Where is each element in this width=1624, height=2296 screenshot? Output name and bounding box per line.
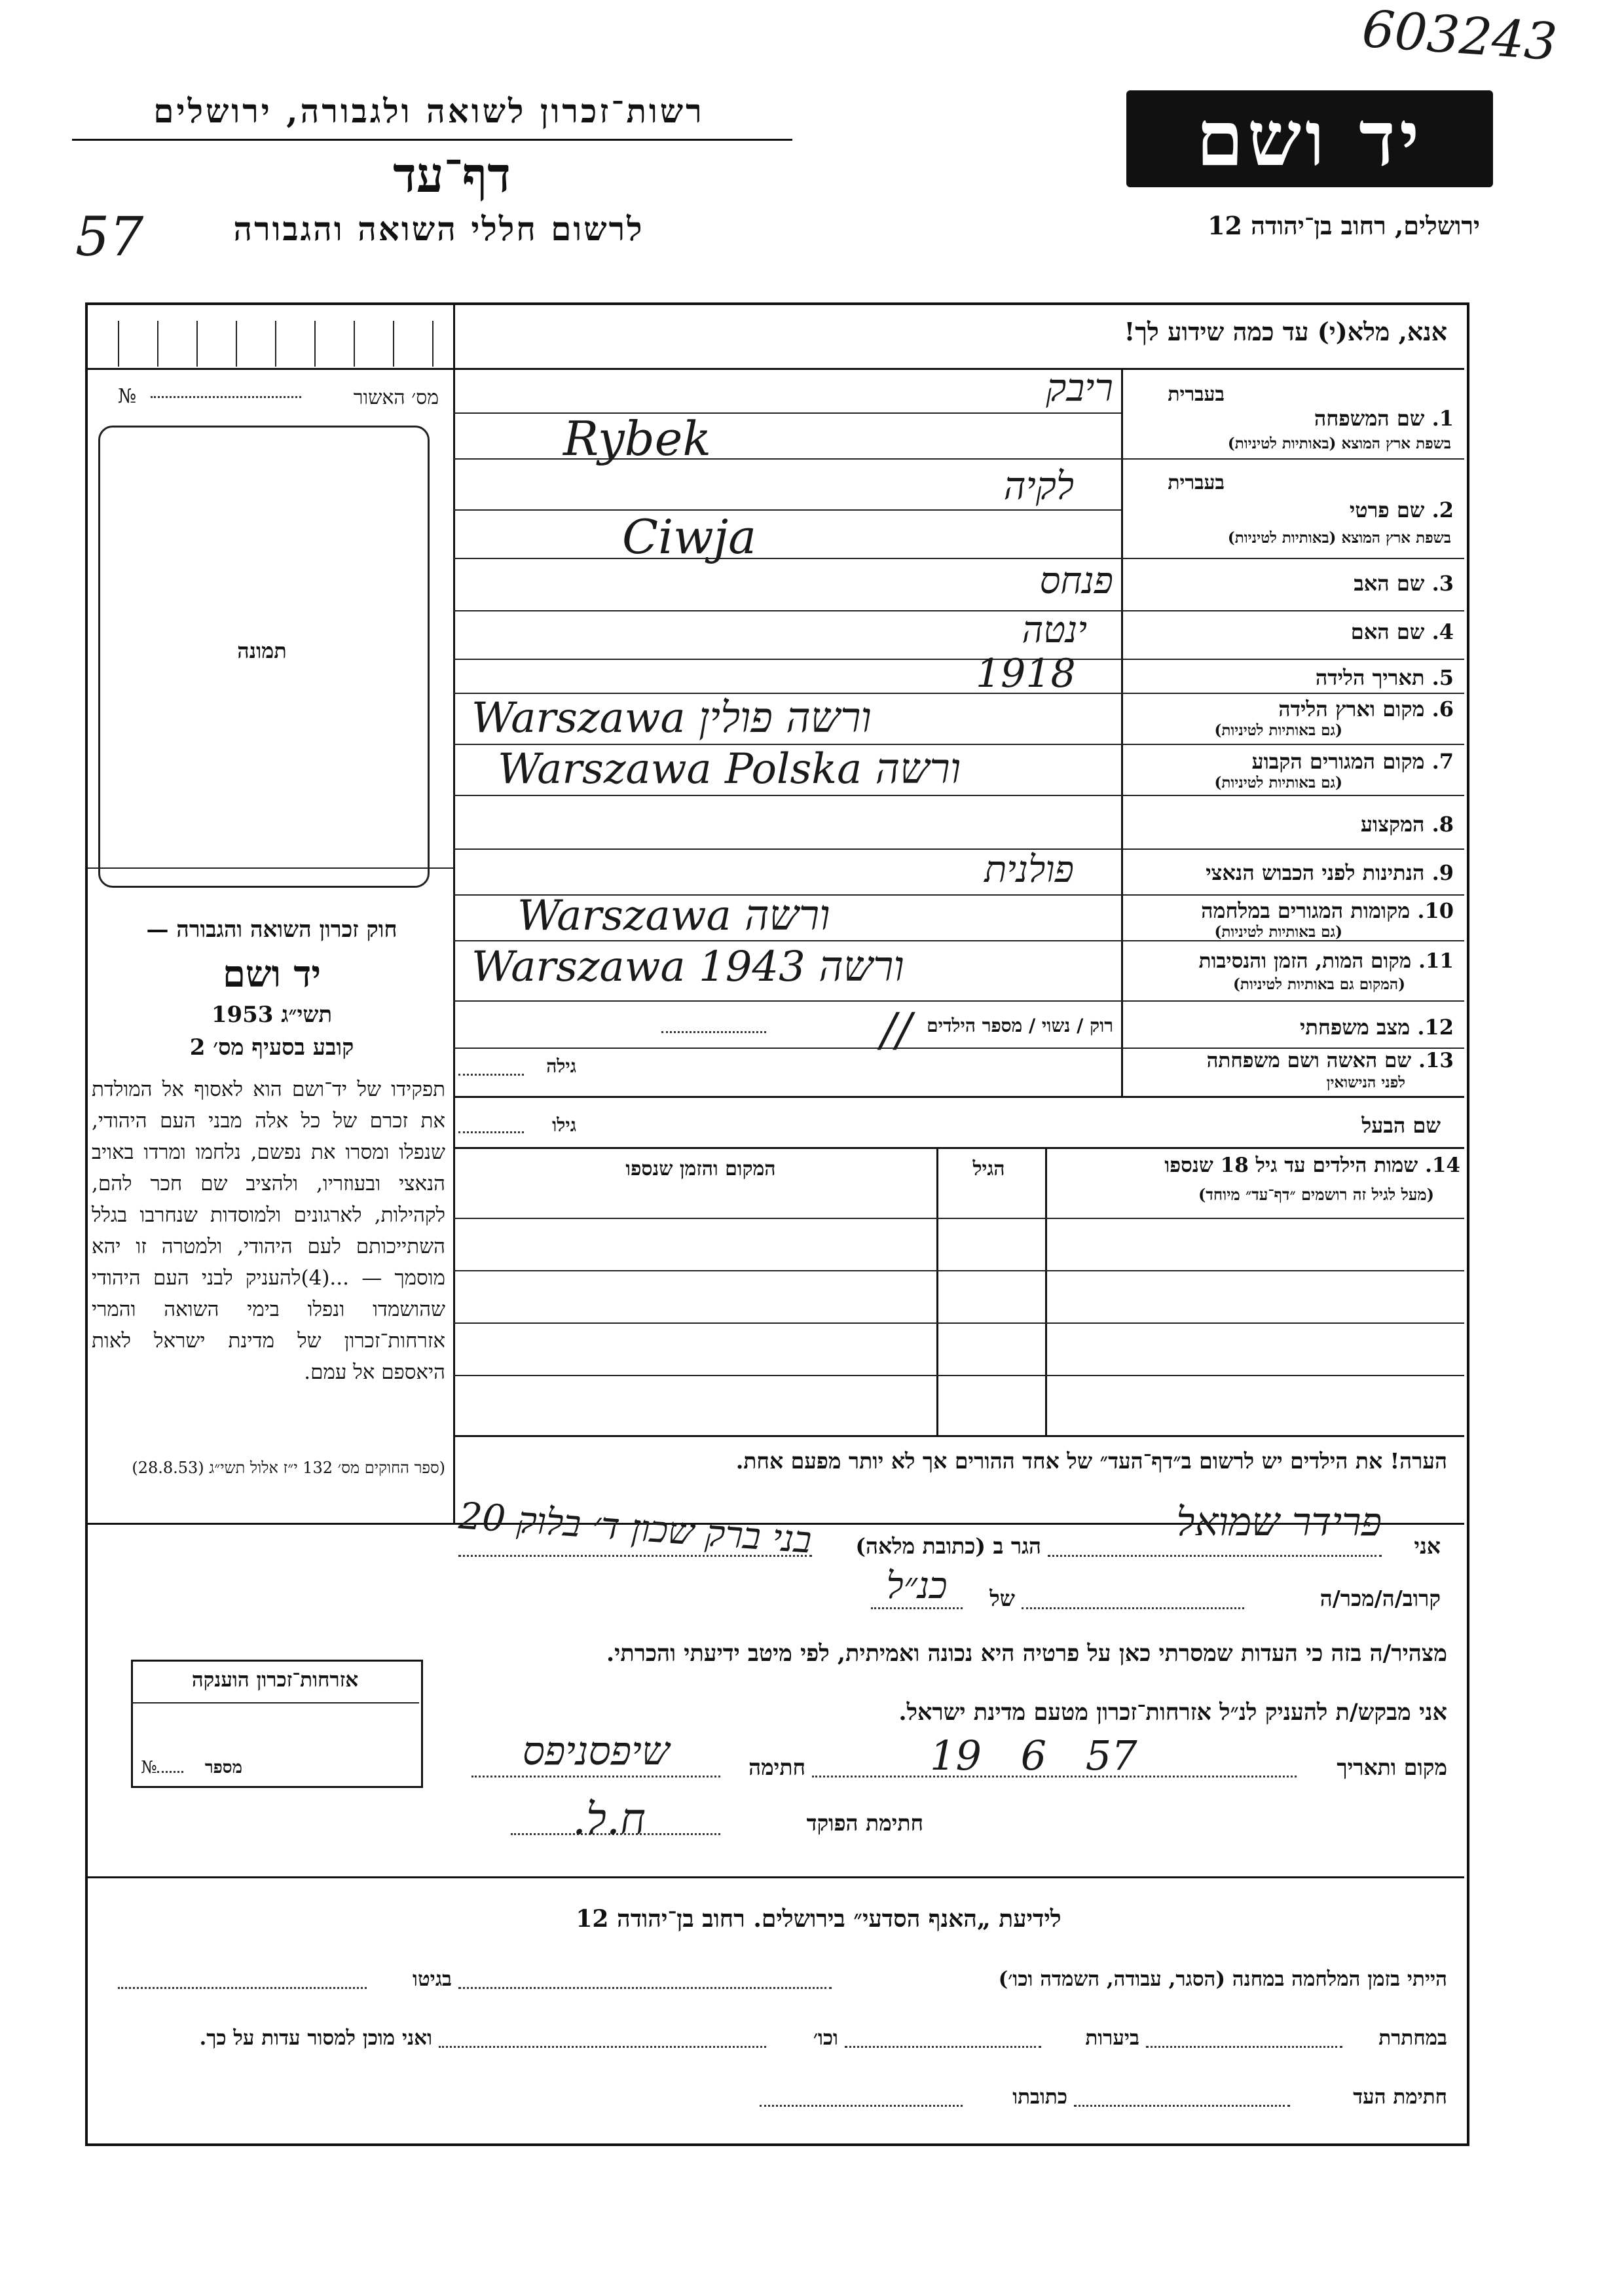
declaration-text: מצהיר/ה בזה כי העדות שמסרתי כאן על פרטיה היא נכונה ואמיתית, לפי מיטב ידיעתי והכרתי.: [606, 1640, 1447, 1667]
husband-age-field[interactable]: [458, 1131, 524, 1133]
field-6-sub: (גם באותיות לטיניות): [1214, 721, 1342, 739]
signature-value[interactable]: שיפסניפס: [522, 1728, 670, 1774]
citizenship-number-field[interactable]: [157, 1771, 183, 1773]
relation-label: קרוב/ה/מכר/ה: [1320, 1586, 1441, 1611]
row-line: [453, 412, 1121, 414]
children-title: [1048, 1154, 1460, 1177]
labels-divider: [1121, 368, 1123, 1096]
row-line: [453, 1000, 1464, 1002]
field-8-title: המקצוע: [1360, 812, 1425, 837]
strip-line: [196, 321, 198, 367]
footer-willing: ואני מוכן למסור עדות על כך.: [199, 2026, 432, 2050]
margin-note: 57: [75, 206, 144, 268]
ghetto-field[interactable]: [118, 1987, 367, 1989]
footer-witness-sign: חתימת העד: [1353, 2085, 1447, 2109]
field-7-title: מקום המגורים הקבוע: [1251, 749, 1425, 774]
mother-name-value[interactable]: ינטה: [1022, 609, 1087, 651]
field-5-title: תאריך הלידה: [1315, 665, 1425, 690]
request-text: אני מבקש/ת להעניק לנ״ל אזרחות־זכרון מטעם מדינת ישראל.: [898, 1699, 1447, 1726]
children-row-line: [453, 1270, 1464, 1271]
officer-signature-value[interactable]: ח.ל.: [572, 1794, 646, 1844]
values-left-border: [453, 368, 455, 1096]
field-12-label: [1133, 1015, 1454, 1040]
field-12-title: מצב משפחתי: [1300, 1015, 1411, 1040]
field-1-lang: בעברית: [1168, 383, 1225, 406]
header-address: ירושלים, רחוב בן־יהודה 12: [1208, 211, 1480, 240]
field-7-num: 7.: [1431, 749, 1454, 774]
children-row-line: [453, 1375, 1464, 1376]
field-7-sub: (גם באותיות לטיניות): [1214, 774, 1342, 792]
row-line: [453, 795, 1464, 796]
children-row-line: [453, 1218, 1464, 1219]
org-underline: [72, 139, 792, 141]
field-6-label: [1133, 697, 1454, 721]
etc-field[interactable]: [439, 2046, 766, 2048]
field-6-num: 6.: [1431, 697, 1454, 721]
relation-relative: קרוב/ה: [1382, 1586, 1441, 1611]
logo-text: יד ושם: [1196, 94, 1424, 183]
row-line: [453, 659, 1464, 660]
strip-line: [314, 321, 316, 367]
children-col-divider: [936, 1147, 938, 1435]
law-source: (ספר החוקים מס׳ 132 י״ז אלול תשי״ג (28.8.53): [132, 1459, 445, 1477]
field-10-label: [1133, 898, 1454, 923]
field-12-num: 12.: [1417, 1015, 1454, 1040]
field-1-label: [1231, 406, 1454, 431]
birth-date-value[interactable]: 1918: [976, 651, 1076, 697]
approval-field[interactable]: [151, 396, 301, 398]
instruction: אנא, מלא(י) עד כמה שידוע לך!: [1124, 317, 1447, 346]
children-count-field[interactable]: [661, 1031, 766, 1033]
field-2-title: שם פרטי: [1349, 498, 1425, 522]
footer-ghetto: בגיטו: [413, 1967, 452, 1991]
birthplace-value[interactable]: Warszawa ורשה פולין: [471, 694, 872, 742]
strip-bottom: [88, 368, 454, 370]
death-place-value[interactable]: Warszawa ורשה 1943: [471, 943, 904, 991]
field-4-title: שם האם: [1350, 619, 1425, 644]
field-11-title: מקום המות, הזמן והנסיבות: [1198, 949, 1412, 973]
photo-label: תמונה: [237, 638, 287, 663]
strip-line: [432, 321, 434, 367]
strip-line: [236, 321, 237, 367]
marital-options: רוק / נשוי / מספר הילדים: [927, 1015, 1113, 1036]
strip-line: [275, 321, 276, 367]
form-title: דף־עד: [393, 147, 511, 204]
signature-label: חתימה: [748, 1755, 805, 1780]
law-text: תפקידו של יד־ושם הוא לאסוף אל המולדת את זכרם של כל אלה מבני העם היהודי, שנפלו ומסרו את נפשם, נלחמו ומרדו באויב הנאצי ובעוזריו, ולהציב שם חכר להם, לקהילות, לארגונים ולמוסדות שנחרבו בגלל השתייכותם לעם היהודי, ולמטרה זו יהא מוסמך — ...(4)להעניק לבני העם היהודי שהושמדו ונפלו בימי השואה והמרי אזרחות־זכרון של מדינת ישראל לאות היאספם אל עמם.: [92, 1078, 445, 1384]
declarant-name-value[interactable]: פרידר שמואל: [1176, 1499, 1382, 1545]
relation-of: של: [989, 1586, 1015, 1611]
relation-field[interactable]: [1022, 1607, 1244, 1609]
wife-age-field[interactable]: [458, 1074, 524, 1076]
declarant-address-value[interactable]: בני ברק שכון ד׳ בלוק 20: [457, 1495, 813, 1562]
field-8-label: [1133, 812, 1454, 837]
field-4-num: 4.: [1431, 619, 1454, 644]
strip-line: [393, 321, 394, 367]
forests-field[interactable]: [845, 2046, 1041, 2048]
approval-no-symbol: №: [118, 385, 137, 408]
col-age-header: הגיל: [972, 1157, 1005, 1180]
row-line: [453, 558, 1464, 559]
field-7-label: [1133, 749, 1454, 774]
footer-witness-address: כתובתו: [1012, 2085, 1067, 2109]
strip-line: [157, 321, 158, 367]
law-title: חוק זכרון השואה והגבורה —: [146, 917, 397, 943]
field-13-sub: לפני הנישואין: [1326, 1074, 1405, 1091]
strip-line: [354, 321, 355, 367]
marital-mark[interactable]: //: [881, 1003, 912, 1057]
field-11-sub: (המקום גם באותיות לטיניות): [1233, 975, 1405, 993]
field-5-num: 5.: [1431, 665, 1454, 690]
citizenship-value[interactable]: פולנית: [984, 848, 1074, 891]
wife-age-label: גילה: [546, 1055, 576, 1077]
footer-title: לידיעת „האנף הסדעי״ בירושלים. רחוב בן־יהודה 12: [576, 1905, 1061, 1933]
citizenship-box-line: [131, 1702, 419, 1704]
field-13-label: [1124, 1049, 1454, 1072]
relation-of-field[interactable]: [871, 1607, 963, 1609]
firstname-latin-value[interactable]: Ciwja: [622, 509, 756, 564]
grid-bottom: [453, 1096, 1464, 1098]
place-date-label: מקום ותאריך: [1337, 1755, 1447, 1780]
law-year: תשי״ג 1953: [211, 1002, 333, 1028]
officer-label: חתימת הפוקד: [806, 1810, 923, 1836]
address-hint: (כתובת מלאה): [855, 1533, 986, 1559]
husband-label: שם הבעל: [1361, 1113, 1441, 1138]
field-1-sub: בשפת ארץ המוצא (באותיות לטיניות): [1227, 435, 1451, 452]
org-line: רשות־זכרון לשואה ולגבורה, ירושלים: [153, 92, 705, 130]
relation-acquaintance: מכר/ה: [1320, 1586, 1375, 1611]
field-3-num: 3.: [1431, 571, 1454, 596]
field-10-num: 10.: [1417, 898, 1454, 923]
children-table-top: [453, 1147, 1464, 1149]
field-11-num: 11.: [1418, 949, 1454, 973]
lives-at-label: הגר ב: [993, 1533, 1041, 1559]
footer-camp-text: הייתי בזמן המלחמה במחנה (הסגר, עבודה, השמדה וכו׳): [998, 1967, 1447, 1991]
signature-field[interactable]: [471, 1776, 720, 1777]
field-4-label: [1133, 619, 1454, 644]
field-10-sub: (גם באותיות לטיניות): [1214, 923, 1342, 941]
witness-sign-field[interactable]: [1074, 2105, 1290, 2107]
field-9-label: [1133, 860, 1454, 885]
col-place-header: המקום והזמן שנספו: [625, 1157, 776, 1180]
field-2-num: 2.: [1431, 498, 1454, 522]
footer-divider: [88, 1876, 1464, 1878]
citizenship-box-title: אזרחות־זכרון הוענקה: [191, 1668, 359, 1692]
children-title-text: שמות הילדים עד גיל 18 שנספו: [1164, 1154, 1418, 1177]
date-value[interactable]: 19 6 57: [930, 1732, 1137, 1779]
footer-underground: במחתרת: [1378, 2026, 1447, 2050]
field-9-title: הנתינות לפני הכבוש הנאצי: [1206, 860, 1425, 885]
declarant-i: אני: [1414, 1533, 1441, 1559]
photo-separator: [88, 867, 454, 869]
citizenship-no-symbol: №: [141, 1758, 157, 1777]
field-10-title: מקומות המגורים במלחמה: [1201, 898, 1411, 923]
father-name-value[interactable]: פנחס: [1039, 560, 1113, 602]
children-subtitle: (מעל לגיל זה רושמים ״דף־עד״ מיוחד): [1198, 1185, 1434, 1204]
field-1-num: 1.: [1431, 406, 1454, 431]
form-subtitle: לרשום חללי השואה והגבורה: [233, 210, 644, 248]
husband-age-label: גילו: [552, 1114, 576, 1136]
children-table-bottom: [453, 1435, 1464, 1437]
field-6-title: מקום וארץ הלידה: [1278, 697, 1425, 721]
field-3-label: [1133, 571, 1454, 596]
row-line: [453, 509, 1121, 511]
camp-field[interactable]: [458, 1987, 832, 1989]
field-3-title: שם האב: [1354, 571, 1425, 596]
field-2-sub: בשפת ארץ המוצא (באותיות לטיניות): [1227, 529, 1451, 547]
wartime-residence-value[interactable]: Warszawa ורשה: [517, 892, 830, 940]
field-2-lang: בעברית: [1168, 471, 1225, 494]
field-11-label: [1124, 949, 1454, 973]
footer-etc: וכו׳: [813, 2026, 838, 2050]
field-8-num: 8.: [1431, 812, 1454, 837]
law-name: יד ושם: [222, 953, 322, 996]
field-13-title: שם האשה ושם משפחתה: [1206, 1049, 1412, 1072]
declarant-lives-at: [812, 1533, 1041, 1559]
surname-latin-value[interactable]: Rybek: [563, 411, 711, 466]
children-col-divider: [1045, 1147, 1047, 1435]
field-13-num: 13.: [1418, 1049, 1454, 1072]
approval-label: מס׳ האשור: [353, 386, 439, 409]
declarant-name-field[interactable]: [1048, 1555, 1382, 1557]
law-clause: קובע בסעיף מס׳ 2: [189, 1034, 354, 1061]
firstname-hebrew-value[interactable]: לקיה: [1003, 464, 1074, 508]
note-text: הערה! את הילדים יש לרשום ב״דף־העד״ של אחד ההורים אך לא יותר מפעם אחת.: [735, 1448, 1447, 1474]
relation-of-value[interactable]: כנ״ל: [886, 1565, 948, 1607]
field-5-label: [1133, 665, 1454, 690]
underground-field[interactable]: [1146, 2046, 1342, 2048]
field-9-num: 9.: [1431, 860, 1454, 885]
archive-number: 603243: [1360, 0, 1559, 73]
surname-hebrew-value[interactable]: ריבק: [1046, 365, 1113, 410]
witness-address-field[interactable]: [760, 2105, 963, 2107]
children-row-line: [453, 1322, 1464, 1324]
field-2-label: [1231, 498, 1454, 522]
field-1-title: שם המשפחה: [1314, 406, 1425, 431]
strip-line: [118, 321, 119, 367]
citizenship-number-label: מספר: [204, 1758, 242, 1777]
children-num: 14.: [1425, 1154, 1460, 1177]
footer-forests: ביערות: [1085, 2026, 1139, 2050]
residence-value[interactable]: Warszawa Polska ורשה: [498, 745, 961, 793]
